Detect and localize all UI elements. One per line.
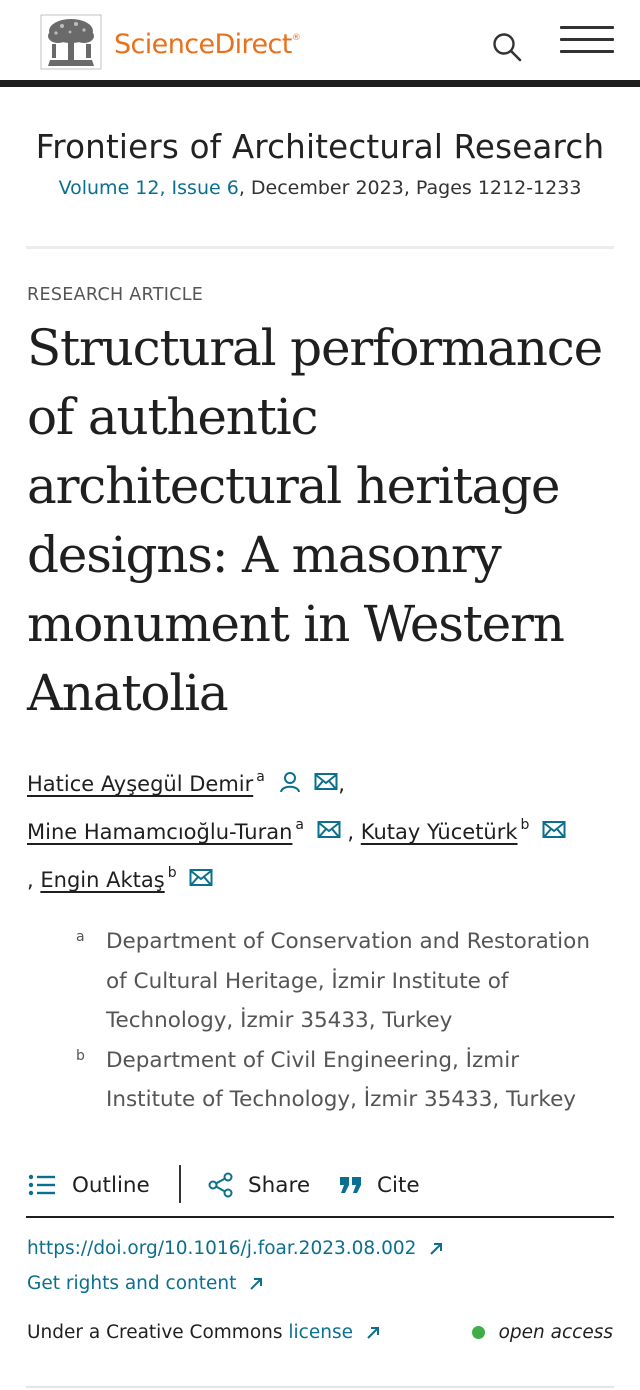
affiliation-item: [0, 922, 610, 1041]
author-list: [27, 758, 617, 902]
license-notice: [27, 1322, 381, 1343]
affiliation-label: b: [76, 1047, 85, 1064]
author-name[interactable]: Kutay Yücetürk: [360, 820, 518, 844]
outline-list-icon: [28, 1173, 56, 1197]
affiliation-label: a: [76, 929, 85, 945]
license-link[interactable]: license: [288, 1322, 353, 1343]
hamburger-menu-icon[interactable]: [560, 26, 614, 56]
header-divider: [0, 80, 640, 87]
mail-icon[interactable]: [542, 820, 566, 840]
share-button[interactable]: [208, 1163, 310, 1207]
license-prefix: Under a Creative Commons: [27, 1322, 289, 1343]
quote-icon: [339, 1175, 363, 1195]
external-link-icon: [365, 1325, 381, 1341]
doi-text: https://doi.org/10.1016/j.foar.2023.08.002: [27, 1238, 417, 1259]
cite-button[interactable]: [339, 1163, 420, 1207]
search-icon[interactable]: [490, 30, 524, 64]
sciencedirect-brand[interactable]: ScienceDirect®: [114, 29, 301, 60]
cite-label: Cite: [377, 1172, 420, 1198]
bottom-divider: [26, 1386, 614, 1388]
outline-button[interactable]: [28, 1163, 150, 1207]
mail-icon[interactable]: [317, 820, 341, 840]
author-line-3: [27, 854, 617, 902]
article-title: Structural performance of authentic architectural heritage designs: A masonry monument in Western Anatolia: [27, 319, 602, 722]
share-icon: [208, 1172, 234, 1198]
external-link-icon: [428, 1241, 444, 1257]
open-access-dot-icon: [472, 1326, 485, 1339]
outline-label: Outline: [72, 1172, 150, 1198]
toolbar-divider: [179, 1165, 181, 1203]
doi-link[interactable]: [27, 1238, 444, 1259]
affiliation-text: Department of Civil Engineering, İzmir Institute of Technology, İzmir 35433, Turkey: [106, 1047, 577, 1112]
toolbar-divider-line: [26, 1216, 614, 1218]
affiliation-item: [0, 1041, 610, 1120]
mail-icon[interactable]: [314, 772, 338, 792]
open-access-badge: [472, 1322, 613, 1343]
author-name[interactable]: Hatice Ayşegül Demir: [27, 772, 254, 796]
mail-icon[interactable]: [189, 868, 213, 888]
article-type: RESEARCH ARTICLE: [27, 285, 204, 305]
article-toolbar: [26, 1163, 614, 1209]
open-access-label: open access: [498, 1322, 613, 1343]
issue-info: [0, 177, 640, 199]
affil-marker: a: [295, 817, 305, 833]
issue-date-pages: , December 2023, Pages 1212-1233: [238, 177, 582, 199]
author-line-1: [27, 758, 617, 806]
author-name[interactable]: Mine Hamamcıoğlu-Turan: [27, 820, 293, 844]
journal-divider: [26, 246, 614, 249]
affil-marker: b: [520, 817, 530, 833]
volume-issue-link[interactable]: Volume 12, Issue 6: [58, 177, 239, 199]
author-line-2: [27, 806, 617, 854]
rights-text: Get rights and content: [27, 1273, 237, 1294]
affiliation-list: [0, 922, 640, 1120]
journal-title[interactable]: Frontiers of Architectural Research: [35, 128, 605, 166]
affiliation-text: Department of Conservation and Restoration of Cultural Heritage, İzmir Institute of Technology, İzmir 35433, Turkey: [106, 929, 590, 1033]
person-icon[interactable]: [278, 770, 302, 794]
author-separator: ,: [347, 820, 355, 844]
author-separator: ,: [27, 868, 34, 892]
rights-link[interactable]: [27, 1273, 264, 1294]
elsevier-tree-logo[interactable]: [40, 14, 102, 70]
author-name[interactable]: Engin Aktaş: [40, 868, 165, 892]
external-link-icon: [248, 1276, 264, 1292]
site-header: [0, 0, 640, 82]
affil-marker: a: [256, 769, 265, 785]
affil-marker: b: [167, 865, 177, 881]
author-separator: ,: [338, 772, 345, 796]
share-label: Share: [248, 1172, 311, 1198]
